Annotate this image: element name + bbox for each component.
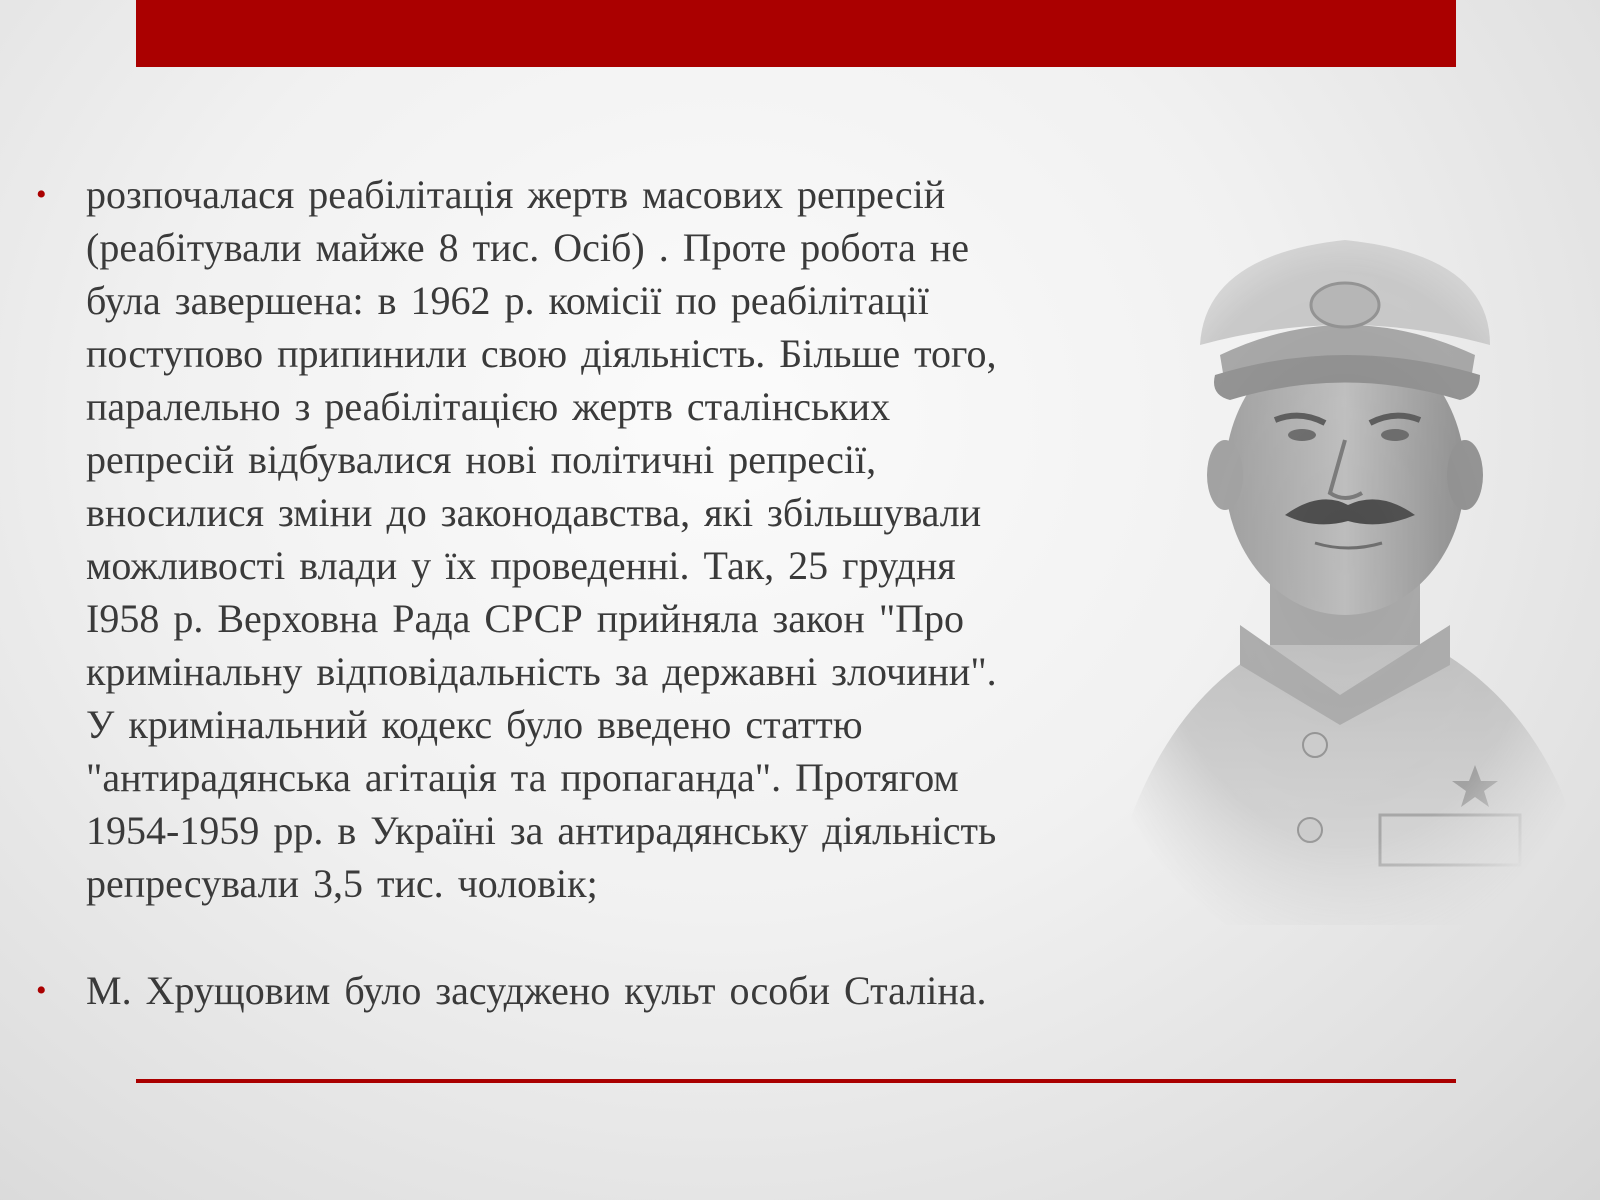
bottom-accent-rule (136, 1079, 1456, 1083)
bullet-dot-icon: • (36, 974, 47, 1007)
bullet-item-rehabilitation (34, 168, 1094, 910)
bullet-text: М. Хрущовим було засуджено культ особи Сталіна. (86, 968, 987, 1013)
bullet-text: розпочалася реабілітація жертв масових репресій (реабітували майже 8 тис. Осіб) . Проте робота не була завершена: в 1962 р. комісії по реабілітації поступово припинили свою діяльність. Більше того, паралельно з реабілітацією жертв сталінських репресій відбувалися нові політичні репресії, вносилися зміни до законодавства, які збільшували можливості влади у їх проведенні. Так, 25 грудня І958 р. Верховна Рада СРСР прийняла закон "Про кримінальну відповідальність за державні злочини". У кримінальний кодекс було введено статтю "антирадянська агітація та пропаганда". Протягом 1954-1959 рр. в Україні за антирадянську діяльність репресували 3,5 тис. чоловік; (86, 172, 997, 906)
portrait-photo-icon (1090, 225, 1600, 965)
bullet-list (34, 168, 1094, 1017)
top-accent-bar (136, 0, 1456, 67)
bullet-item-cult-of-personality (34, 964, 1094, 1017)
bullet-dot-icon: • (36, 178, 47, 211)
